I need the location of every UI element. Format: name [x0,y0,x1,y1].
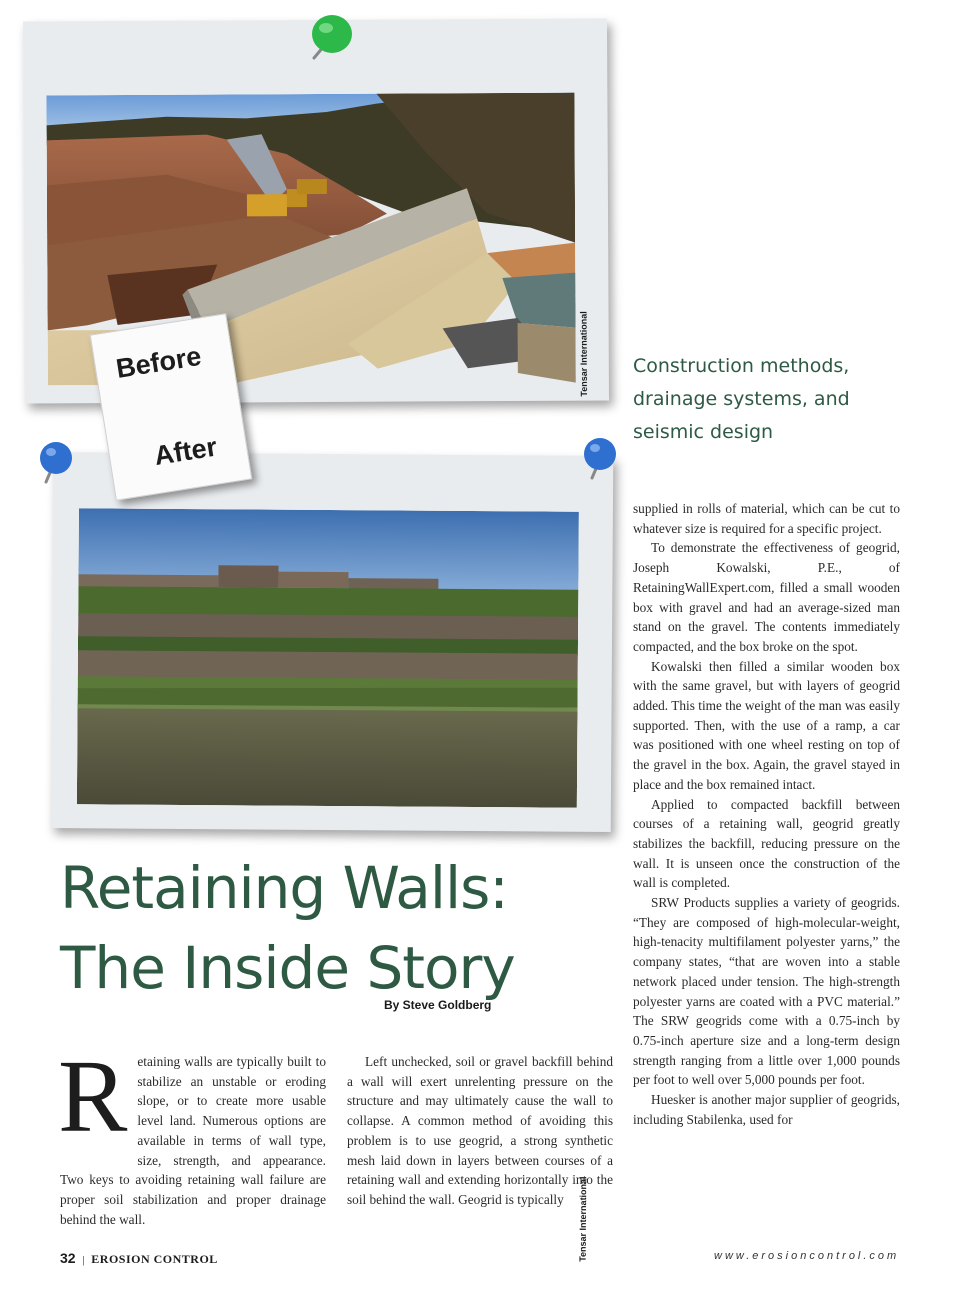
body-column-2 [347,1052,613,1210]
paragraph: Applied to compacted backfill between courses of a retaining wall, geogrid greatly stabilizes the backfill, reducing pressure on the wall. It is unseen once the construction of the wall is completed. [633,796,900,891]
paragraph: Kowalski then filled a similar wooden box with the same gravel, but with layers of geogrid added. This time the weight of the man was easily supported. Then, with the use of a ramp, a car was positioned with one wheel resting on top of the gravel in the box. Again, the gravel stayed in place and the box remained intact. [633,658,900,792]
headline-line: Retaining Walls: [60,854,508,922]
after-photo-credit: Tensar International [577,1176,589,1262]
paragraph: etaining walls are typically built to stabilize an unstable or eroding slope, or to create more usable level land. Numerous options are available in terms of wall type, size, strength, and appearance. Two keys to avoiding retaining wall failure are proper soil stabilization and proper drainage behind the wall. [60,1054,326,1227]
footer-separator: | [82,1254,85,1266]
footer-folio [60,1250,218,1267]
paragraph: supplied in rolls of material, which can be cut to whatever size is required for a specific project. [633,501,900,536]
page-number: 32 [60,1250,76,1266]
article-headline [60,848,620,1008]
body-column-1 [58,1039,326,1229]
byline: By Steve Goldberg [384,998,492,1012]
push-pin-blue-icon [576,434,624,482]
push-pin-green-icon [306,12,358,62]
before-photo-credit: Tensar International [578,311,589,397]
subtitle-line: Construction methods, [633,355,850,377]
footer-website: www.erosioncontrol.com [714,1250,900,1262]
after-completed-photo [77,508,579,807]
paragraph: SRW Products supplies a variety of geogrids. “They are composed of high-molecular-weight, high-tenacity multifilament polyester yarns,” the company states, “that are woven into a stable network placed under tension. The high-strength polyester yarns are coated with a PVC material.” The SRW geogrids come with a 0.75-inch by 0.75-inch aperture size and a long-term design strength ranging from a little over 1,000 pounds per foot to well over 5,000 pounds per foot. [633,895,900,1088]
headline-line: The Inside Story [60,934,515,1002]
before-after-tag [90,313,253,501]
magazine-name: EROSION CONTROL [91,1252,218,1266]
push-pin-blue-icon [32,438,80,486]
subtitle-line: seismic design [633,421,774,443]
paragraph: Left unchecked, soil or gravel backfill behind a wall will exert unrelenting pressure on the structure and may ultimately cause the wall to collapse. A common method of avoiding this problem is to use geogrid, a strong synthetic mesh laid down in layers between courses of a retaining wall and extending horizontally into the soil behind the wall. Geogrid is typically [347,1054,613,1207]
tag-after-label: After [152,431,220,472]
drop-cap: R [58,1039,128,1154]
paragraph: To demonstrate the effectiveness of geogrid, Joseph Kowalski, P.E., of RetainingWallExpert.com, filled a small wooden box with gravel and had an average-sized man stand on the gravel. The contents immediately compacted, and the box broke on the spot. [633,540,900,654]
tag-before-label: Before [114,340,204,384]
paragraph: Huesker is another major supplier of geogrids, including Stabilenka, used for [633,1092,900,1127]
subtitle-line: drainage systems, and [633,388,850,410]
article-subtitle [633,350,933,449]
body-column-3 [633,499,900,1130]
